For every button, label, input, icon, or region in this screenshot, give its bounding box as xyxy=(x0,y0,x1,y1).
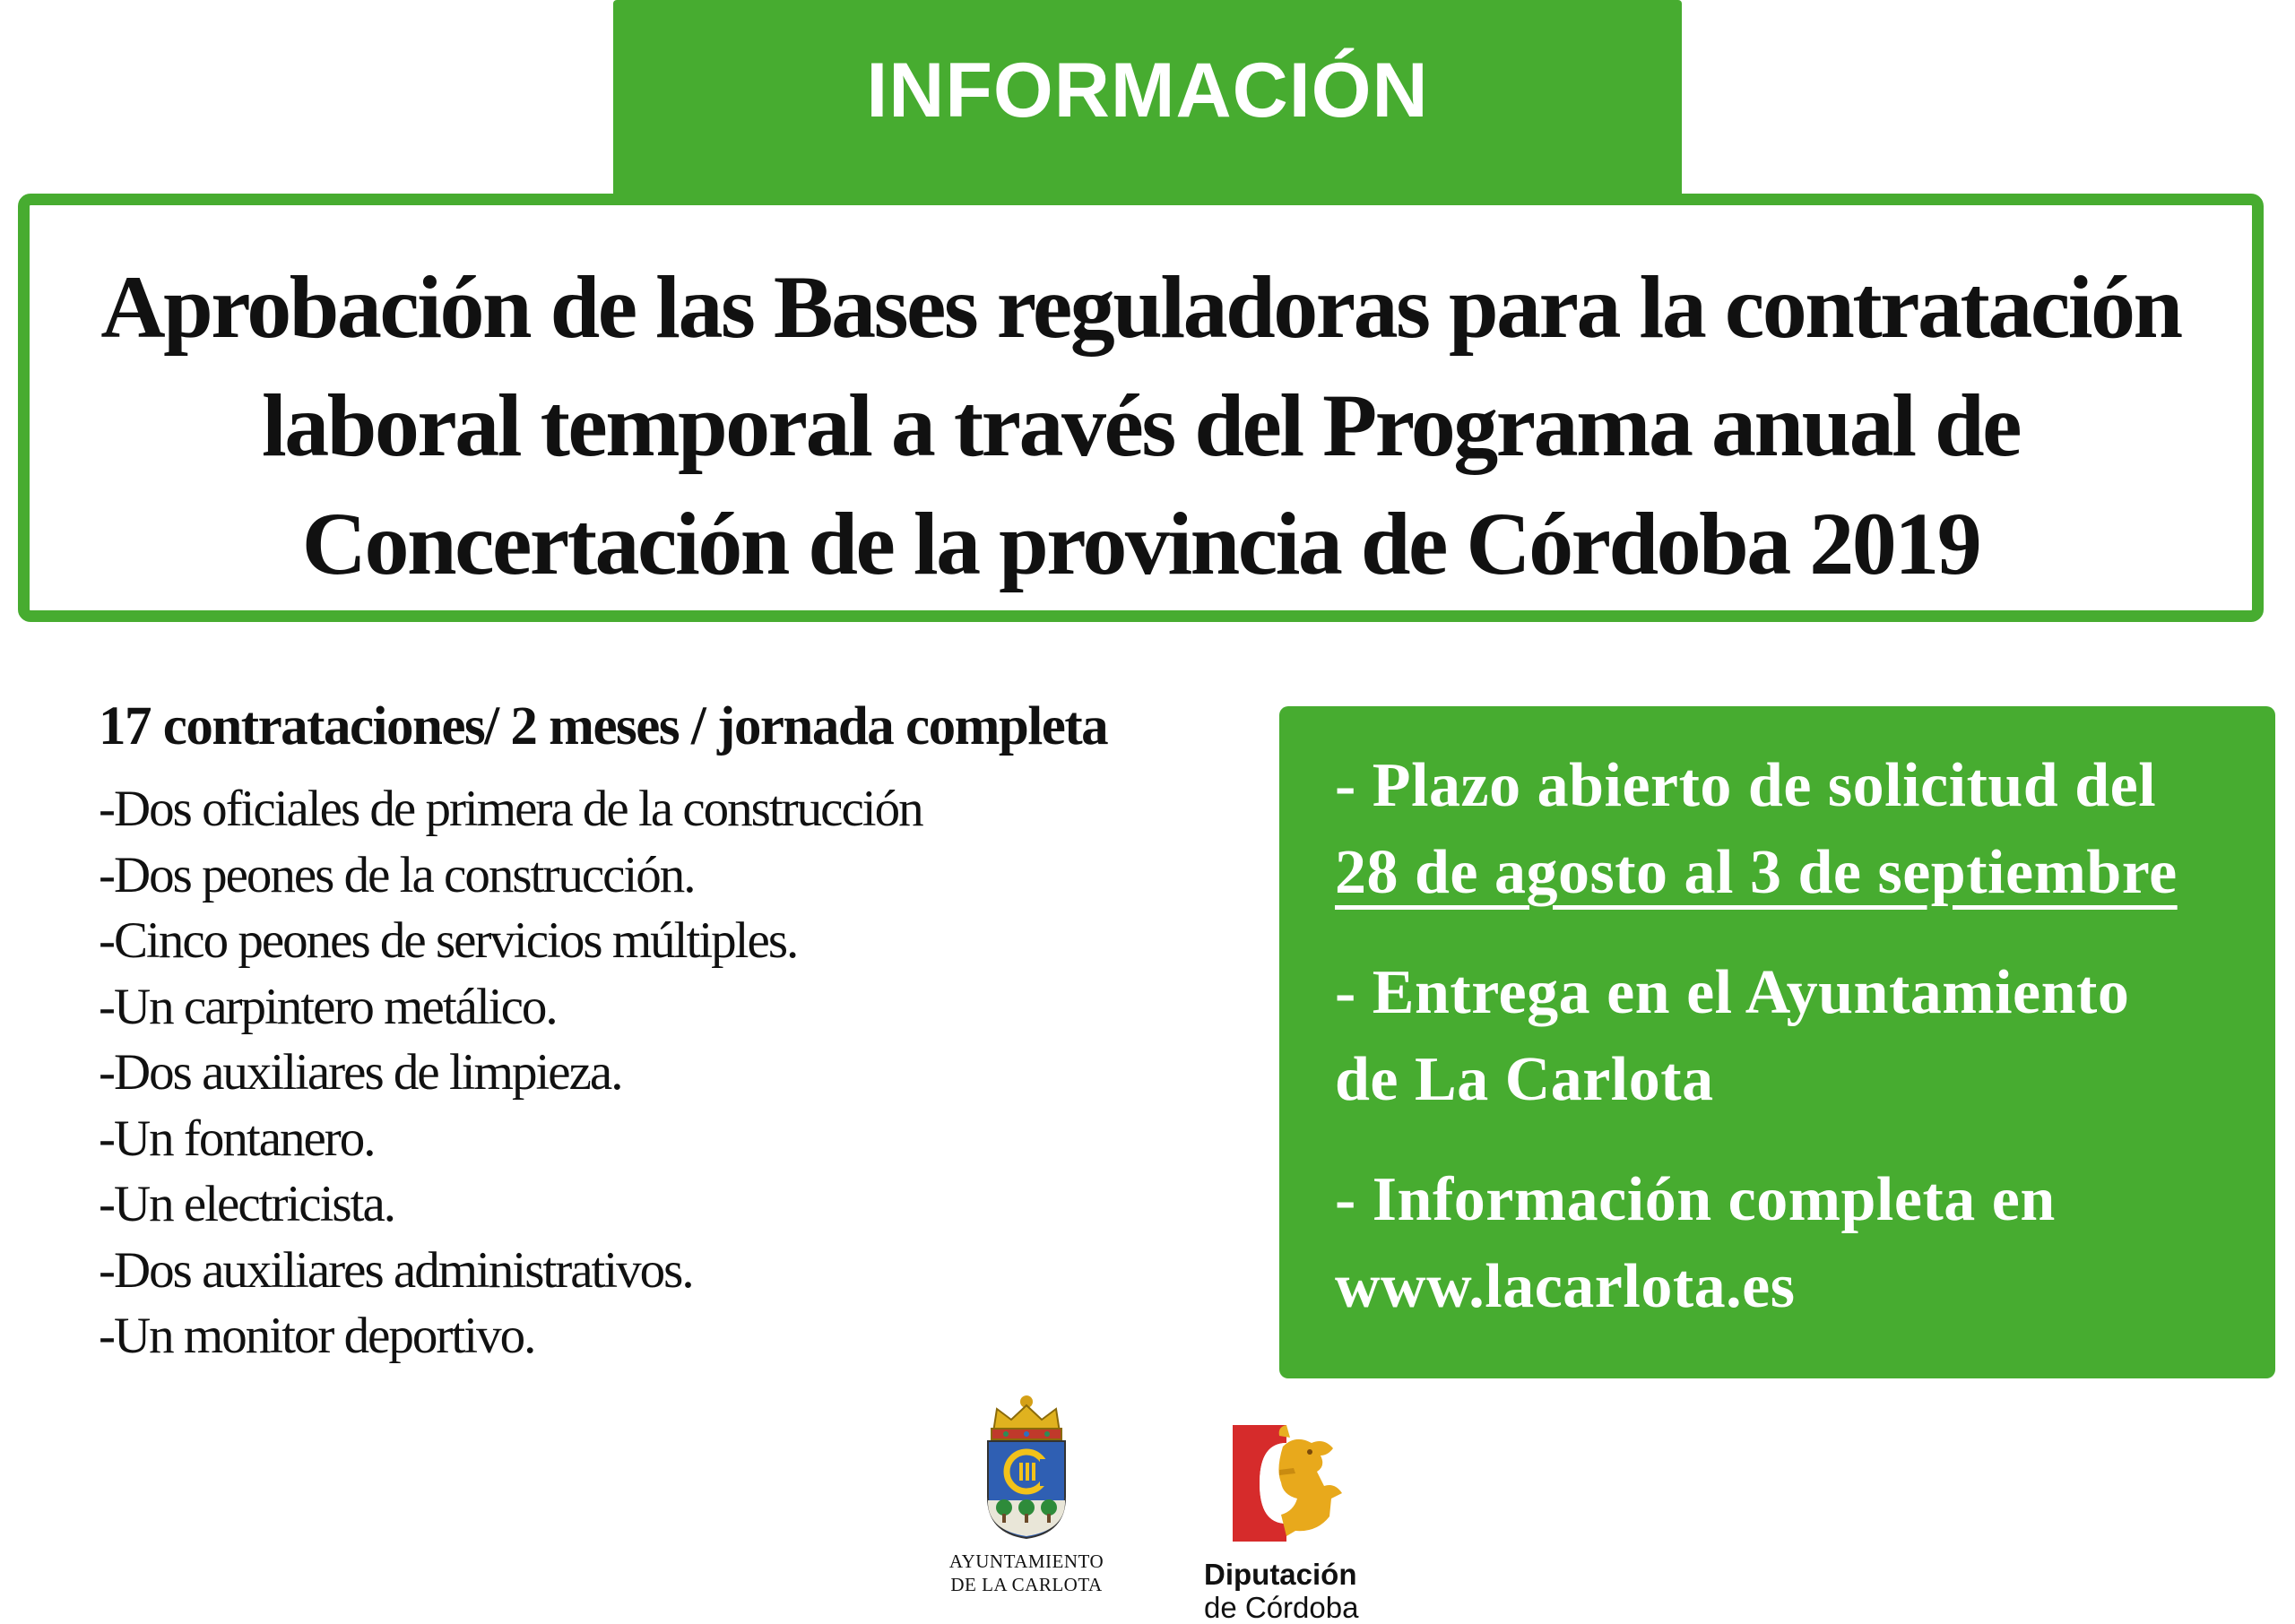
list-item: -Un monitor deportivo. xyxy=(99,1308,535,1364)
info-banner xyxy=(613,0,1682,195)
banner-title: INFORMACIÓN xyxy=(866,47,1429,134)
jobs-subheading: 17 contrataciones/ 2 meses / jornada completa xyxy=(99,696,1108,756)
list-item: -Dos peones de la construcción. xyxy=(99,846,695,903)
diputacion-name xyxy=(1204,1558,1394,1624)
list-item: -Dos oficiales de primera de la construcción xyxy=(99,781,922,837)
plazo-info xyxy=(1335,742,2248,916)
diputacion-lion-icon xyxy=(1224,1416,1358,1551)
plazo-dates: 28 de agosto al 3 de septiembre xyxy=(1335,838,2178,907)
jobs-section xyxy=(99,695,1246,1369)
diputacion-logo xyxy=(1188,1416,1394,1624)
ayuntamiento-name-line: DE LA CARLOTA xyxy=(950,1574,1103,1595)
diputacion-name-line: de Córdoba xyxy=(1204,1591,1359,1624)
entrega-line: - Entrega en el Ayuntamiento xyxy=(1335,958,2130,1027)
web-info xyxy=(1335,1156,2248,1330)
title-line: Aprobación de las Bases reguladoras para la contratación xyxy=(100,257,2181,357)
web-line: - Información completa en xyxy=(1335,1165,2056,1234)
info-box xyxy=(1279,706,2275,1378)
coat-of-arms-icon xyxy=(977,1389,1076,1542)
ayuntamiento-name-line: AYUNTAMIENTO xyxy=(948,1551,1104,1572)
list-item: -Un electricista. xyxy=(99,1176,394,1232)
job-list xyxy=(99,776,1246,1369)
ayuntamiento-logo xyxy=(932,1389,1121,1596)
main-title xyxy=(30,248,2252,603)
ayuntamiento-name xyxy=(932,1550,1121,1596)
list-item: -Cinco peones de servicios múltiples. xyxy=(99,912,798,969)
entrega-info xyxy=(1335,949,2248,1123)
website-link[interactable]: www.lacarlota.es xyxy=(1335,1252,1796,1321)
title-line: Concertación de la provincia de Córdoba 2019 xyxy=(301,494,1980,593)
title-box xyxy=(18,194,2264,622)
title-line: laboral temporal a través del Programa anual de xyxy=(262,376,2020,475)
list-item: -Un carpintero metálico. xyxy=(99,978,557,1035)
list-item: -Un fontanero. xyxy=(99,1110,375,1167)
list-item: -Dos auxiliares administrativos. xyxy=(99,1241,693,1299)
entrega-line: de La Carlota xyxy=(1335,1045,1714,1114)
list-item: -Dos auxiliares de limpieza. xyxy=(99,1044,622,1101)
diputacion-name-line: Diputación xyxy=(1204,1558,1357,1591)
plazo-line: - Plazo abierto de solicitud del xyxy=(1335,751,2157,820)
